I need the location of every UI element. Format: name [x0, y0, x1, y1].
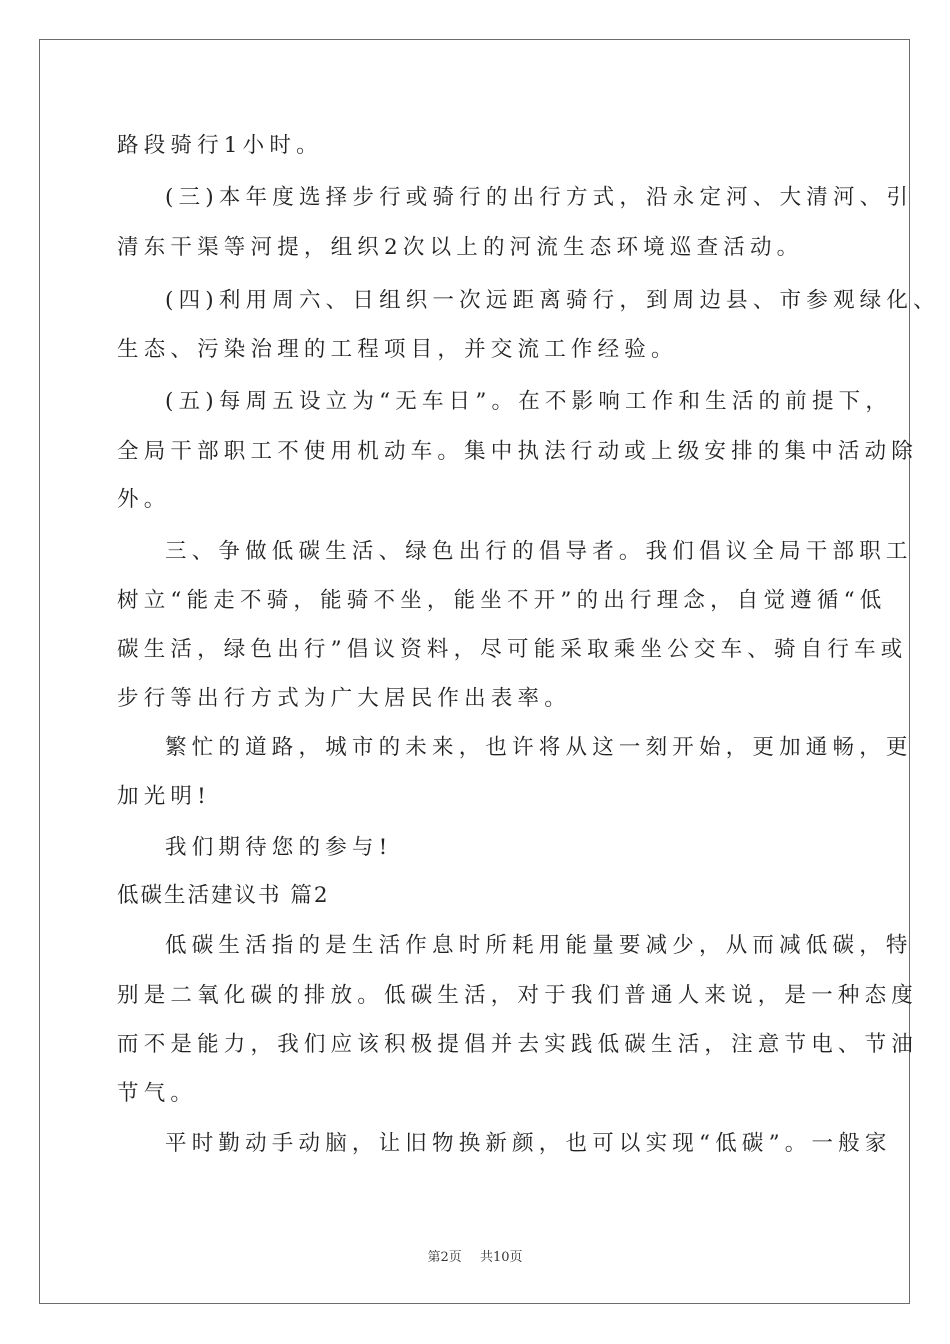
text-line: (四)利用周六、日组织一次远距离骑行，到周边县、市参观绿化、 [165, 288, 940, 313]
text-line: 外。 [117, 487, 171, 512]
text-line: 清东干渠等河提，组织2次以上的河流生态环境巡查活动。 [117, 235, 804, 260]
text-line: 三、争做低碳生活、绿色出行的倡导者。我们倡议全局干部职工 [165, 539, 913, 564]
text-line: 别是二氧化碳的排放。低碳生活，对于我们普通人来说，是一种态度 [117, 983, 919, 1008]
text-line: 低碳生活指的是生活作息时所耗用能量要减少，从而减低碳，特 [165, 933, 913, 958]
text-line: 路段骑行1小时。 [117, 133, 323, 158]
page-total: 共10页 [479, 1250, 523, 1265]
page-number: 第2页 [427, 1250, 462, 1265]
text-line: 节气。 [117, 1081, 198, 1106]
text-line: 平时勤动手动脑，让旧物换新颜，也可以实现“低碳”。一般家 [165, 1131, 892, 1156]
text-line: 我们期待您的参与! [165, 835, 393, 860]
text-line: 树立“能走不骑，能骑不坐，能坐不开”的出行理念，自觉遵循“低 [117, 588, 887, 613]
text-line: 步行等出行方式为广大居民作出表率。 [117, 686, 571, 711]
section-heading: 低碳生活建议书 篇2 [117, 883, 330, 908]
text-line: 碳生活，绿色出行”倡议资料，尽可能采取乘坐公交车、骑自行车或 [117, 637, 908, 662]
text-line: 全局干部职工不使用机动车。集中执法行动或上级安排的集中活动除 [117, 439, 919, 464]
text-line: 生态、污染治理的工程项目，并交流工作经验。 [117, 337, 678, 362]
text-line: (五)每周五设立为“无车日”。在不影响工作和生活的前提下， [165, 389, 893, 414]
page-footer [0, 1246, 950, 1265]
text-line: 而不是能力，我们应该积极提倡并去实践低碳生活，注意节电、节油 [117, 1032, 919, 1057]
text-line: 繁忙的道路，城市的未来，也许将从这一刻开始，更加通畅，更 [165, 735, 913, 760]
text-line: (三)本年度选择步行或骑行的出行方式，沿永定河、大清河、引 [165, 185, 914, 210]
text-line: 加光明! [117, 784, 211, 809]
